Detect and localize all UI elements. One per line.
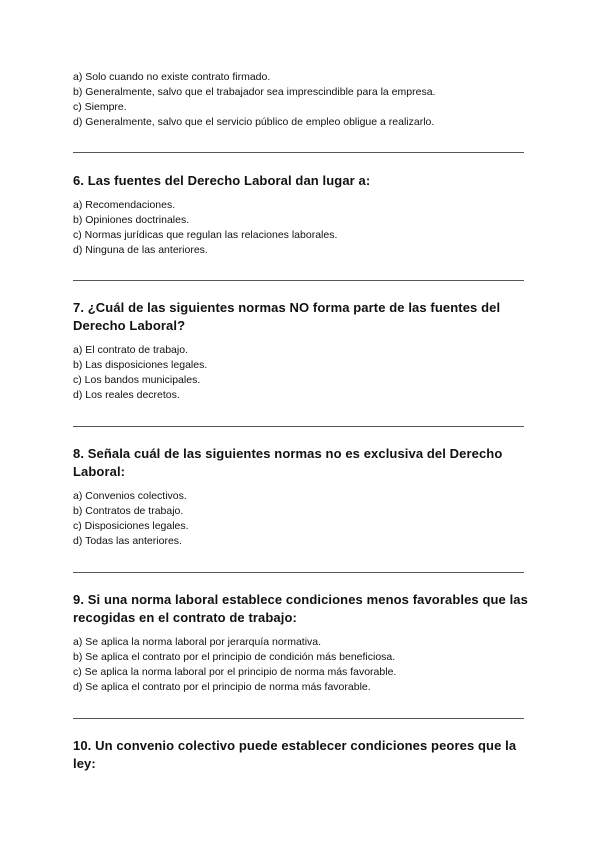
option-list	[73, 489, 528, 549]
divider	[73, 152, 524, 153]
option-item: b) Se aplica el contrato por el principio de condición más beneficiosa.	[73, 651, 396, 663]
option-item: d) Ninguna de las anteriores.	[73, 244, 208, 256]
option-item: d) Los reales decretos.	[73, 389, 180, 401]
question-9	[73, 591, 528, 695]
option-item: d) Generalmente, salvo que el servicio público de empleo obligue a realizarlo.	[73, 116, 435, 128]
option-item: b) Opiniones doctrinales.	[73, 214, 190, 226]
option-item: c) Disposiciones legales.	[73, 520, 189, 532]
option-list	[73, 343, 528, 403]
option-item: a) Convenios colectivos.	[73, 490, 187, 502]
divider	[73, 280, 524, 281]
divider	[73, 426, 524, 427]
option-list	[73, 635, 528, 695]
option-item: c) Normas jurídicas que regulan las relaciones laborales.	[73, 229, 338, 241]
divider	[73, 572, 524, 573]
question-title: 6. Las fuentes del Derecho Laboral dan lugar a:	[73, 173, 371, 188]
option-item: c) Los bandos municipales.	[73, 374, 201, 386]
option-item: d) Se aplica el contrato por el principio de norma más favorable.	[73, 681, 371, 693]
option-list	[73, 198, 528, 258]
question-8	[73, 445, 528, 549]
question-title: 8. Señala cuál de las siguientes normas no es exclusiva del Derecho Laboral:	[73, 446, 503, 479]
question-title: 9. Si una norma laboral establece condiciones menos favorables que las recogidas en el contrato de trabajo:	[73, 592, 528, 625]
question-title: 7. ¿Cuál de las siguientes normas NO forma parte de las fuentes del Derecho Laboral?	[73, 300, 501, 333]
option-item: d) Todas las anteriores.	[73, 535, 182, 547]
question-7	[73, 299, 528, 403]
option-item: c) Se aplica la norma laboral por el principio de norma más favorable.	[73, 666, 397, 678]
option-item: b) Generalmente, salvo que el trabajador sea imprescindible para la empresa.	[73, 86, 436, 98]
option-item: b) Las disposiciones legales.	[73, 359, 208, 371]
option-item: c) Siempre.	[73, 101, 127, 113]
question-title: 10. Un convenio colectivo puede establecer condiciones peores que la ley:	[73, 738, 517, 771]
divider	[73, 718, 524, 719]
option-item: a) Solo cuando no existe contrato firmado.	[73, 71, 271, 83]
question-6	[73, 172, 528, 258]
question-5-continuation	[73, 70, 528, 130]
option-item: a) Se aplica la norma laboral por jerarquía normativa.	[73, 636, 322, 648]
option-item: a) El contrato de trabajo.	[73, 344, 188, 356]
option-list	[73, 70, 528, 130]
option-item: a) Recomendaciones.	[73, 199, 176, 211]
question-10	[73, 737, 528, 781]
option-item: b) Contratos de trabajo.	[73, 505, 184, 517]
